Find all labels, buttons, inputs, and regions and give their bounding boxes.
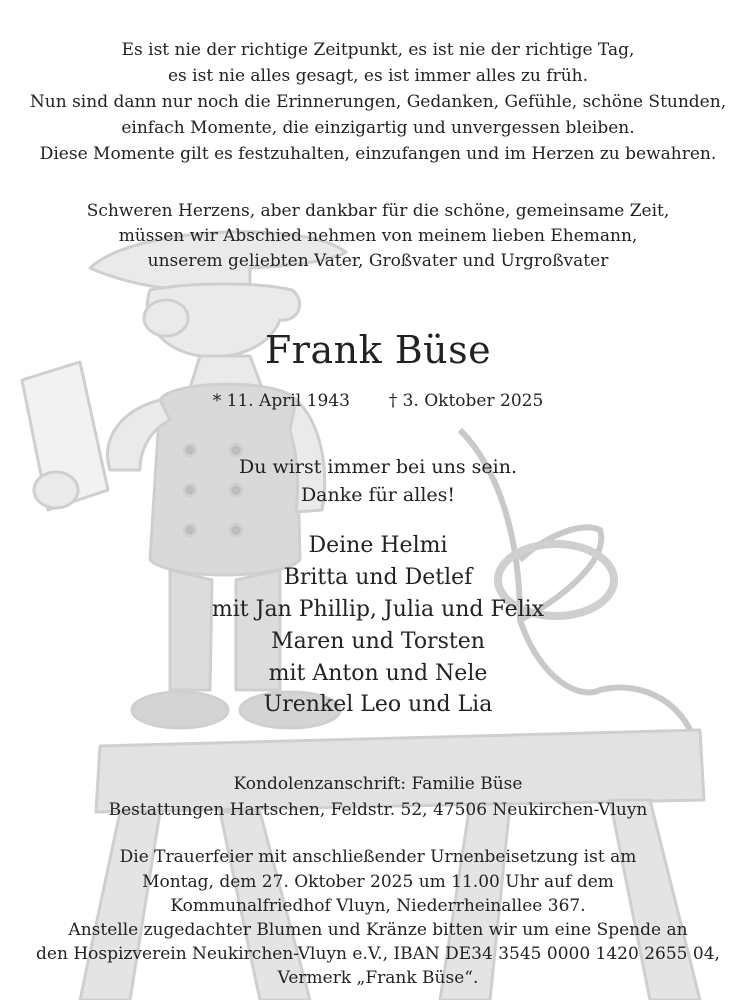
poem-line: einfach Momente, die einzigartig und unvergessen bleiben. [121, 118, 635, 138]
condolence-line: Kondolenzanschrift: Familie Büse [233, 774, 523, 794]
service-line: Die Trauerfeier mit anschließender Urnenbeisetzung ist am [119, 847, 637, 867]
family-line: Deine Helmi [308, 533, 448, 558]
service-line: den Hospizverein Neukirchen-Vluyn e.V., IBAN DE34 3545 0000 1420 2655 04, [36, 944, 720, 964]
intro-line: müssen wir Abschied nehmen von meinem lieben Ehemann, [118, 226, 638, 246]
condolence-line: Bestattungen Hartschen, Feldstr. 52, 47506 Neukirchen-Vluyn [108, 800, 648, 820]
intro-line: unserem geliebten Vater, Großvater und Urgroßvater [147, 251, 609, 271]
family-line: Urenkel Leo und Lia [263, 692, 493, 717]
service-line: Vermerk „Frank Büse“. [277, 968, 479, 988]
birth-date: * 11. April 1943 [212, 391, 350, 411]
family-line: Maren und Torsten [271, 629, 485, 654]
family-line: mit Jan Phillip, Julia und Felix [211, 597, 545, 622]
service-line: Montag, dem 27. Oktober 2025 um 11.00 Uhr auf dem [142, 872, 614, 892]
death-date: † 3. Oktober 2025 [388, 391, 544, 411]
poem-line: es ist nie alles gesagt, es ist immer alles zu früh. [167, 66, 589, 86]
family-line: mit Anton und Nele [268, 661, 488, 686]
service-line: Kommunalfriedhof Vluyn, Niederrheinallee 367. [170, 896, 586, 916]
poem-line: Es ist nie der richtige Zeitpunkt, es ist nie der richtige Tag, [121, 40, 635, 60]
poem-line: Diese Momente gilt es festzuhalten, einzufangen und im Herzen zu bewahren. [39, 144, 717, 164]
message-line: Danke für alles! [300, 484, 456, 506]
poem-line: Nun sind dann nur noch die Erinnerungen, Gedanken, Gefühle, schöne Stunden, [29, 92, 727, 112]
service-line: Anstelle zugedachter Blumen und Kränze bitten wir um eine Spende an [68, 920, 688, 940]
deceased-name: Frank Büse [264, 328, 492, 372]
intro-line: Schweren Herzens, aber dankbar für die schöne, gemeinsame Zeit, [86, 201, 670, 221]
family-line: Britta und Detlef [283, 565, 473, 590]
message-line: Du wirst immer bei uns sein. [239, 456, 517, 478]
